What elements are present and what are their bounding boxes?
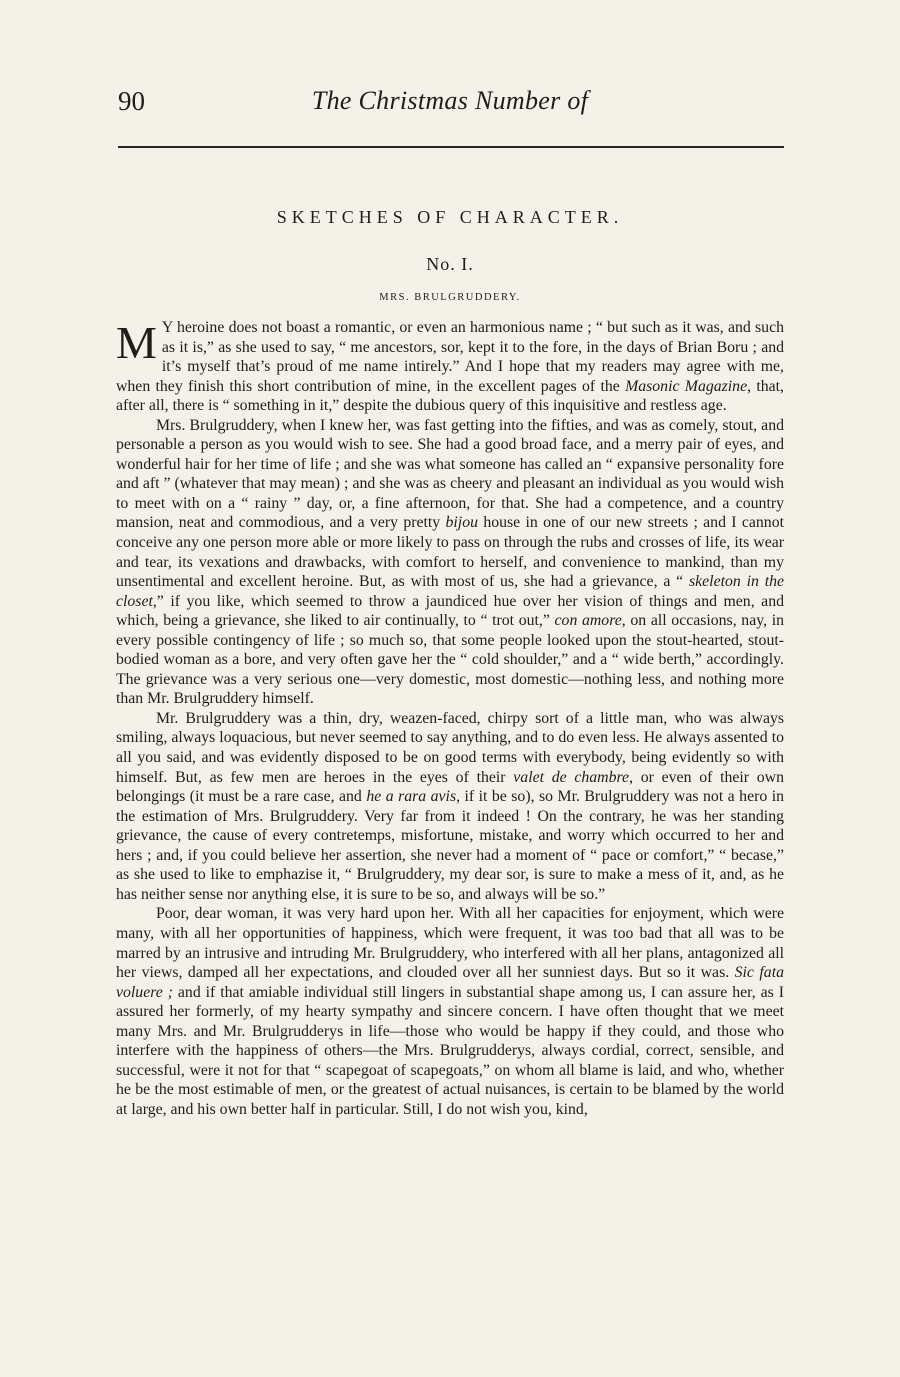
- italic-text: valet de chambre: [513, 768, 630, 786]
- drop-cap: M: [116, 317, 157, 368]
- italic-text: Sic fata voluere ;: [116, 964, 784, 1001]
- header-rule: [118, 146, 784, 148]
- article-body: [116, 318, 784, 1119]
- italic-text: Masonic Magazine: [625, 377, 748, 395]
- article-number: No. I.: [426, 254, 474, 274]
- paragraph: [116, 416, 784, 709]
- text-run: Poor, dear woman, it was very hard upon her. With all her capacities for enjoyment, which were many, with all her opportunities of happiness, which were frequent, it was too bad that all was to be marred by an intrusive and intruding Mr. Brulgruddery, who interfered with all her plans, antagonized all her views, damped all her expectations, and clouded over all her sunniest days. But so it was.: [116, 905, 784, 982]
- italic-text: bijou: [445, 514, 478, 532]
- text-run: , or even of their own belongings (it must be a rare case, and: [116, 768, 784, 806]
- italic-text: con amore: [554, 612, 622, 630]
- text-run: and if that amiable individual still lingers in substantial shape among us, I can assure her, as I assured her formerly, of my hearty sympathy and sincere concern. I have often thought that we meet many Mrs. and Mr. Brulgrudderys in life—those who would be happy if they could, and those who interfere with the happiness of others—the Mrs. Brulgrudderys, always cordial, correct, sensible, and successful, were it not for that “ scapegoat of scapegoats,” on whom all blame is laid, and who, whether he be the most estimable of men, or the greatest of actual nuisances, is certain to be blamed by the world at large, and his own better half in particular. Still, I do not wish you, kind,: [116, 983, 784, 1118]
- text-run: , on all occasions, nay, in every possible contingency of life ; so much so, that some people looked upon the stout-hearted, stout-bodied woman as a bore, and very often gave her the “ cold shoulder,” and a “ wide berth,” accordingly. The grievance was a very serious one—very domestic, most domestic—nothing less, and nothing more than Mr. Brulgruddery himself.: [116, 612, 784, 708]
- italic-text: skeleton in the closet: [116, 573, 784, 610]
- text-run: , that, after all, there is “ something in it,” despite the dubious query of this inquisitive and restless age.: [116, 377, 784, 415]
- text-run: Mr. Brulgruddery was a thin, dry, weazen-faced, chirpy sort of a little man, who was always smiling, always loquacious, but never seemed to say anything, and to do even less. He always assented to all you said, and was evidently disposed to be on good terms with everybody, being evidently so with himself. But, as few men are heroes in the eyes of their: [116, 709, 784, 786]
- article-title: SKETCHES OF CHARACTER.: [276, 207, 624, 227]
- text-run: Y heroine does not boast a romantic, or even an harmonious name ; “ but such as it was, and such as it is,” as she used to say, “ me ancestors, sor, kept it to the fore, in the days of Brian Boru ; and it’s myself that’s proud of me name intirely.” And I hope that my readers may agree with me, when they finish this short contribution of mine, in the excellent pages of the: [116, 319, 784, 395]
- paragraph: [116, 318, 784, 416]
- page-number: 90: [118, 86, 145, 116]
- text-run: ,” if you like, which seemed to throw a jaundiced hue over her vision of things and men, and which, being a grievance, she liked to air continually, to “ trot out,”: [116, 592, 784, 630]
- text-run: Mrs. Brulgruddery, when I knew her, was fast getting into the fifties, and was as comely, stout, and personable a person as you would wish to see. She had a good broad face, and a merry pair of eyes, and wonderful hair for her time of life ; and she was what someone has called an “ expansive personality fore and aft ” (whatever that may mean) ; and she was as cheery and pleasant an individual as you would wish to meet with on a “ rainy ” day, or, a fine afternoon, for that. She had a competence, and a country mansion, neat and commodious, and a very pretty: [116, 416, 784, 532]
- text-run: , if it be so), so Mr. Brulgruddery was not a hero in the estimation of Mrs. Brulgruddery. Very far from it indeed ! On the contrary, he was her standing grievance, the cause of every contretemps, misfortune, mistake, and worry which occurred to her and hers ; and, if you could believe her assertion, she never had a moment of “ pace or comfort,” “ becase,” as she used to like to emphazise it, “ Brulgruddery, my dear sor, is sure to make a mess of it, and, as he has neither sense nor anything else, it is sure to be so, and always will be so.”: [116, 788, 785, 903]
- paragraph: [116, 709, 784, 904]
- running-head: The Christmas Number of: [311, 86, 589, 115]
- article-heading: MRS. BRULGRUDDERY.: [379, 292, 521, 303]
- text-run: house in one of our new streets ; and I cannot conceive any one person more able or more likely to pass on through the rubs and crosses of life, its wear and tear, its vexations and drawbacks, with comfort to herself, and convenience to mankind, than my unsentimental and excellent heroine. But, as with most of us, she had a grievance, a “: [116, 514, 784, 591]
- italic-text: he a rara avis: [366, 788, 457, 806]
- paragraph: [116, 904, 784, 1119]
